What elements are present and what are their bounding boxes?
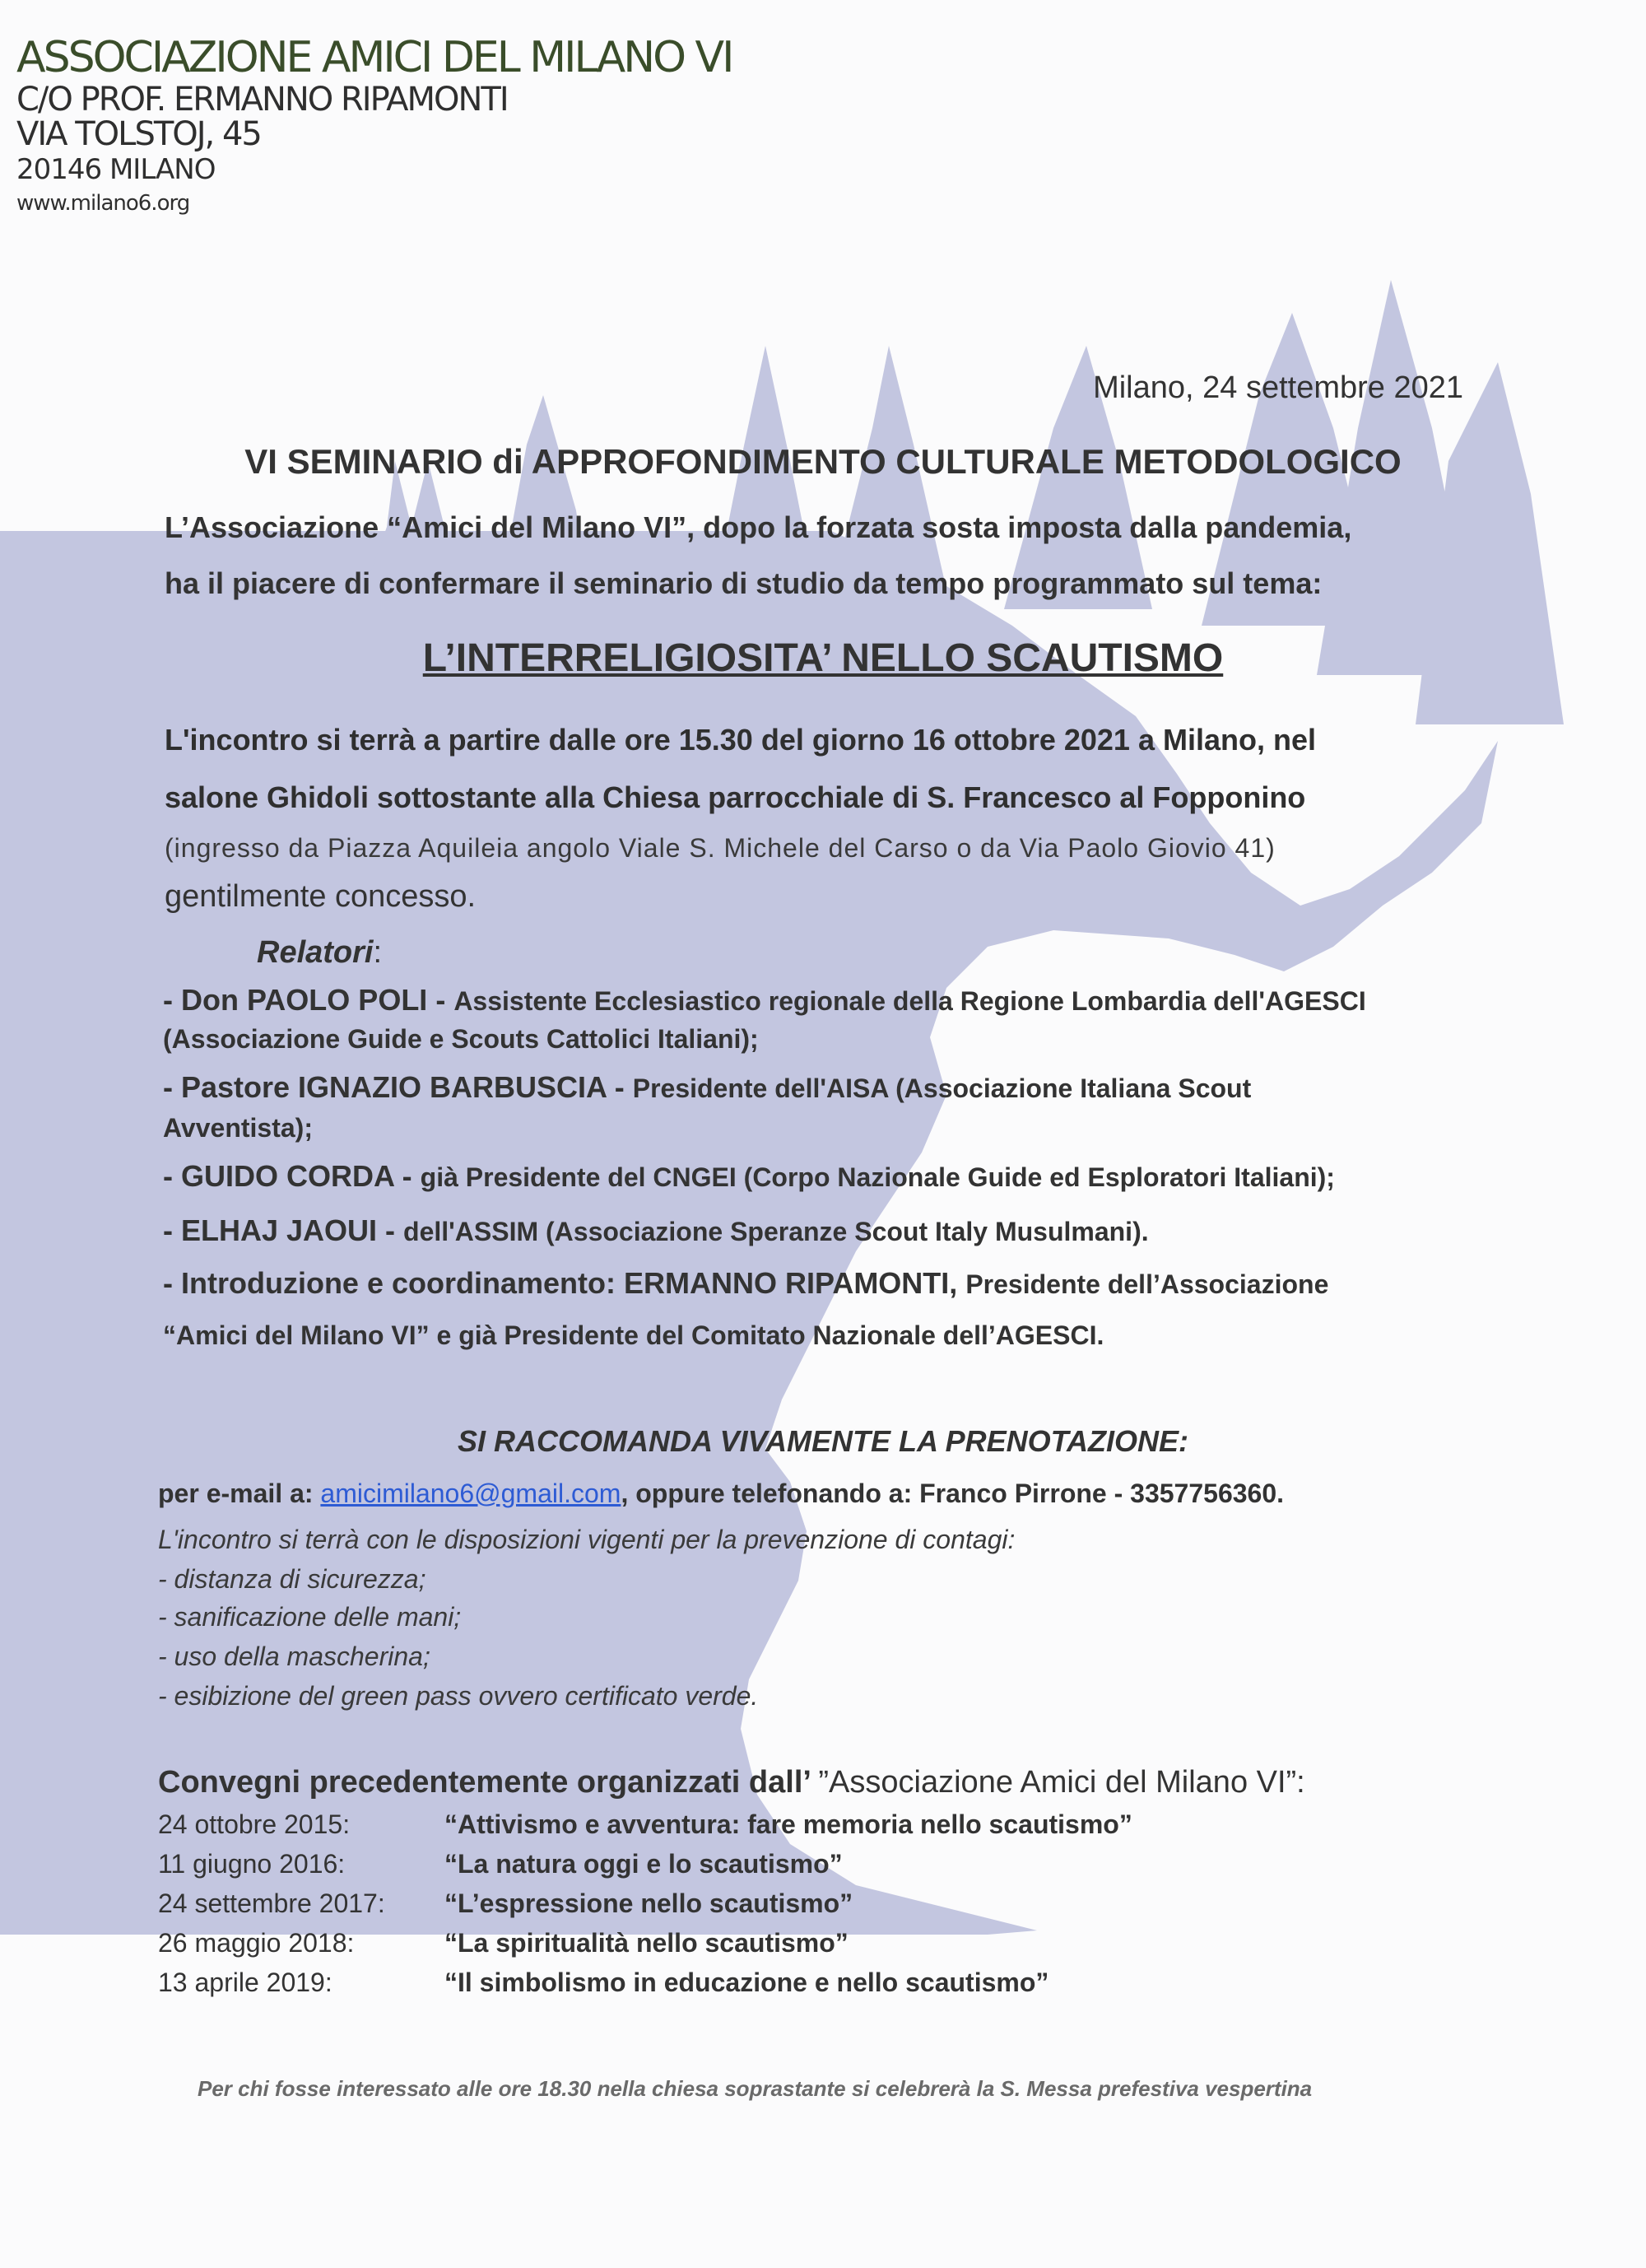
speakers-heading-label: Relatori bbox=[257, 935, 374, 970]
measure-item: - esibizione del green pass ovvero certificato verde. bbox=[158, 1681, 759, 1711]
speaker-name: - GUIDO CORDA - bbox=[163, 1159, 421, 1193]
letterhead-street: VIA TOLSTOJ, 45 bbox=[16, 115, 261, 153]
previous-heading-rest: ”Associazione Amici del Milano VI”: bbox=[818, 1765, 1305, 1800]
meeting-line-3: (ingresso da Piazza Aquileia angolo Viale S. Michele del Carso o da Via Paolo Giovio 41) bbox=[165, 833, 1276, 863]
event-date: 24 settembre 2017: bbox=[158, 1888, 385, 1918]
event-date: 26 maggio 2018: bbox=[158, 1928, 355, 1958]
speaker-2 bbox=[163, 1070, 1251, 1105]
speaker-2-cont: Avventista); bbox=[163, 1113, 313, 1143]
speaker-4 bbox=[163, 1213, 1149, 1248]
email-link[interactable]: amicimilano6@gmail.com bbox=[320, 1479, 621, 1508]
meeting-line-4: gentilmente concesso. bbox=[165, 879, 477, 914]
speaker-role: dell'ASSIM (Associazione Speranze Scout Italy Musulmani). bbox=[403, 1217, 1149, 1246]
speaker-1-cont: (Associazione Guide e Scouts Cattolici Italiani); bbox=[163, 1024, 759, 1054]
reservation-heading: SI RACCOMANDA VIVAMENTE LA PRENOTAZIONE: bbox=[458, 1424, 1188, 1458]
letterhead-name: ASSOCIAZIONE AMICI DEL MILANO VI bbox=[16, 33, 732, 82]
speakers-heading bbox=[257, 935, 382, 971]
meeting-line-1: L'incontro si terrà a partire dalle ore 15.30 del giorno 16 ottobre 2021 a Milano, nel bbox=[165, 723, 1316, 757]
letterhead-website[interactable]: www.milano6.org bbox=[16, 191, 190, 216]
event-title: “Il simbolismo in educazione e nello scautismo” bbox=[444, 1968, 1049, 1997]
speaker-1 bbox=[163, 983, 1366, 1018]
event-date: 11 giugno 2016: bbox=[158, 1849, 346, 1879]
speaker-name: - ELHAJ JAOUI - bbox=[163, 1213, 404, 1247]
contact-suffix: , oppure telefonando a: Franco Pirrone - 3357756360. bbox=[621, 1479, 1285, 1508]
contact-prefix: per e-mail a: bbox=[158, 1479, 321, 1508]
reservation-contact bbox=[158, 1479, 1284, 1509]
speaker-role: già Presidente del CNGEI (Corpo Nazionale Guide ed Esploratori Italiani); bbox=[420, 1162, 1335, 1192]
measure-item: - sanificazione delle mani; bbox=[158, 1602, 462, 1632]
speaker-5-cont: “Amici del Milano VI” e già Presidente del Comitato Nazionale dell’AGESCI. bbox=[163, 1320, 1104, 1350]
intro-line-1: L’Associazione “Amici del Milano VI”, dopo la forzata sosta imposta dalla pandemia, bbox=[165, 510, 1352, 544]
letterhead-care-of: C/O PROF. ERMANNO RIPAMONTI bbox=[16, 81, 508, 119]
speaker-role: Assistente Ecclesiastico regionale della Regione Lombardia dell'AGESCI bbox=[453, 986, 1366, 1016]
intro-line-2: ha il piacere di confermare il seminario di studio da tempo programmato sul tema: bbox=[165, 566, 1323, 600]
speaker-role: Presidente dell’Associazione bbox=[965, 1269, 1329, 1299]
event-title: “La natura oggi e lo scautismo” bbox=[444, 1849, 843, 1879]
previous-events-heading bbox=[158, 1765, 1305, 1800]
speaker-name: - Introduzione e coordinamento: ERMANNO RIPAMONTI, bbox=[163, 1266, 966, 1300]
speaker-3 bbox=[163, 1159, 1335, 1194]
footer-note: Per chi fosse interessato alle ore 18.30 nella chiesa soprastante si celebrerà la S. Messa prefestiva vespertina bbox=[198, 2076, 1313, 2101]
speaker-name: - Don PAOLO POLI - bbox=[163, 983, 454, 1017]
seminar-theme: L’INTERRELIGIOSITA’ NELLO SCAUTISMO bbox=[422, 636, 1224, 680]
speaker-5 bbox=[163, 1266, 1328, 1301]
event-title: “Attivismo e avventura: fare memoria nello scautismo” bbox=[444, 1809, 1132, 1839]
speaker-role: Presidente dell'AISA (Associazione Italiana Scout bbox=[632, 1073, 1252, 1103]
previous-heading-bold: Convegni precedentemente organizzati dall’ bbox=[158, 1765, 819, 1800]
event-date: 24 ottobre 2015: bbox=[158, 1809, 351, 1839]
event-date: 13 aprile 2019: bbox=[158, 1968, 332, 1997]
meeting-line-2: salone Ghidoli sottostante alla Chiesa parrocchiale di S. Francesco al Fopponino bbox=[165, 780, 1306, 814]
letter-date: Milano, 24 settembre 2021 bbox=[1093, 370, 1463, 405]
measure-item: - distanza di sicurezza; bbox=[158, 1564, 426, 1594]
event-title: “La spiritualità nello scautismo” bbox=[444, 1928, 849, 1958]
letterhead-city: 20146 MILANO bbox=[16, 153, 216, 186]
speakers-heading-colon: : bbox=[373, 935, 383, 970]
speaker-name: - Pastore IGNAZIO BARBUSCIA - bbox=[163, 1070, 633, 1104]
measure-item: - uso della mascherina; bbox=[158, 1642, 430, 1671]
seminar-title: VI SEMINARIO di APPROFONDIMENTO CULTURALE METODOLOGICO bbox=[244, 442, 1402, 481]
measures-intro: L'incontro si terrà con le disposizioni vigenti per la prevenzione di contagi: bbox=[158, 1525, 1016, 1554]
event-title: “L’espressione nello scautismo” bbox=[444, 1888, 853, 1918]
